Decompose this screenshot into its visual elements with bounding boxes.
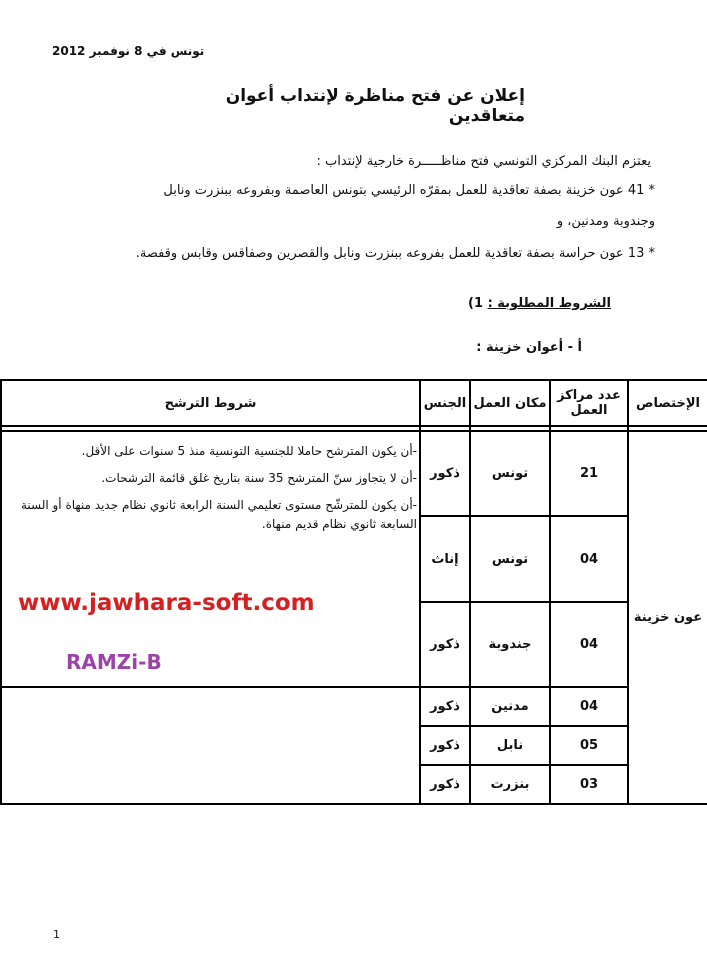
header-specialty: الإختصاص <box>628 380 707 426</box>
announcement-title: إعلان عن فتح مناظرة لإنتداب أعوان متعاقدين <box>225 86 525 126</box>
centers-cell: 04 <box>550 687 628 726</box>
centers-cell: 04 <box>550 602 628 687</box>
place-cell: نابل <box>470 726 550 765</box>
intro-item-guards: * 13 عون حراسة بصفة تعاقدية للعمل بفروعه ببنزرت ونابل والقصرين وصفاقس وقابس وقفصة. <box>135 246 655 261</box>
condition-nationality: -أن يكون المترشح حاملا للجنسية التونسية منذ 5 سنوات على الأقل. <box>81 444 417 458</box>
watermark-url: www.jawhara-soft.com <box>18 590 315 616</box>
gender-cell: ذكور <box>420 765 470 804</box>
condition-education: -أن يكون للمترشّح مستوى تعليمي السنة الرابعة ثانوي نظام جديد منهاة أو السنة السابعة ثانوي نظام قديم منهاة. <box>20 498 417 531</box>
centers-cell: 04 <box>550 516 628 601</box>
announcement-date: تونس في 8 نوفمبر 2012 <box>52 44 205 58</box>
condition-age: -أن لا يتجاوز سنّ المترشح 35 سنة بتاريخ غلق قائمة الترشحات. <box>101 471 417 485</box>
conditions-empty-cell <box>1 687 420 804</box>
place-cell: جندوبة <box>470 602 550 687</box>
header-place: مكان العمل <box>470 380 550 426</box>
place-cell: بنزرت <box>470 765 550 804</box>
gender-cell: ذكور <box>420 602 470 687</box>
section-number: 1) <box>468 296 484 311</box>
place-cell: تونس <box>470 431 550 516</box>
intro-item-cashiers: * 41 عون خزينة بصفة تعاقدية للعمل بمقرّه الرئيسي بتونس العاصمة وبفروعه ببنزرت ونابل <box>163 183 655 198</box>
conditions-cell <box>1 431 420 687</box>
gender-cell: ذكور <box>420 431 470 516</box>
place-cell: تونس <box>470 516 550 601</box>
section-heading <box>468 296 611 311</box>
header-gender: الجنس <box>420 380 470 426</box>
table-row <box>1 431 707 516</box>
table-header-row <box>1 380 707 426</box>
signature-mark: RAMZi-B <box>66 650 162 674</box>
specialty-cell: عون خزينة <box>628 431 707 804</box>
page-number: 1 <box>53 928 60 941</box>
centers-cell: 03 <box>550 765 628 804</box>
centers-cell: 05 <box>550 726 628 765</box>
subsection-heading: أ - أعوان خزينة : <box>476 340 582 355</box>
intro-lead: يعتزم البنك المركزي التونسي فتح مناظـــــرة خارجية لإنتداب : <box>316 154 651 169</box>
header-centers: عدد مراكز العمل <box>550 380 628 426</box>
place-cell: مدنين <box>470 687 550 726</box>
header-conditions: شروط الترشح <box>1 380 420 426</box>
gender-cell: إناث <box>420 516 470 601</box>
gender-cell: ذكور <box>420 726 470 765</box>
centers-cell: 21 <box>550 431 628 516</box>
intro-item-cashiers-cont: وجندوبة ومدنين، و <box>556 214 655 229</box>
gender-cell: ذكور <box>420 687 470 726</box>
table-row <box>1 687 707 726</box>
section-heading-text: الشروط المطلوبة : <box>487 296 611 311</box>
